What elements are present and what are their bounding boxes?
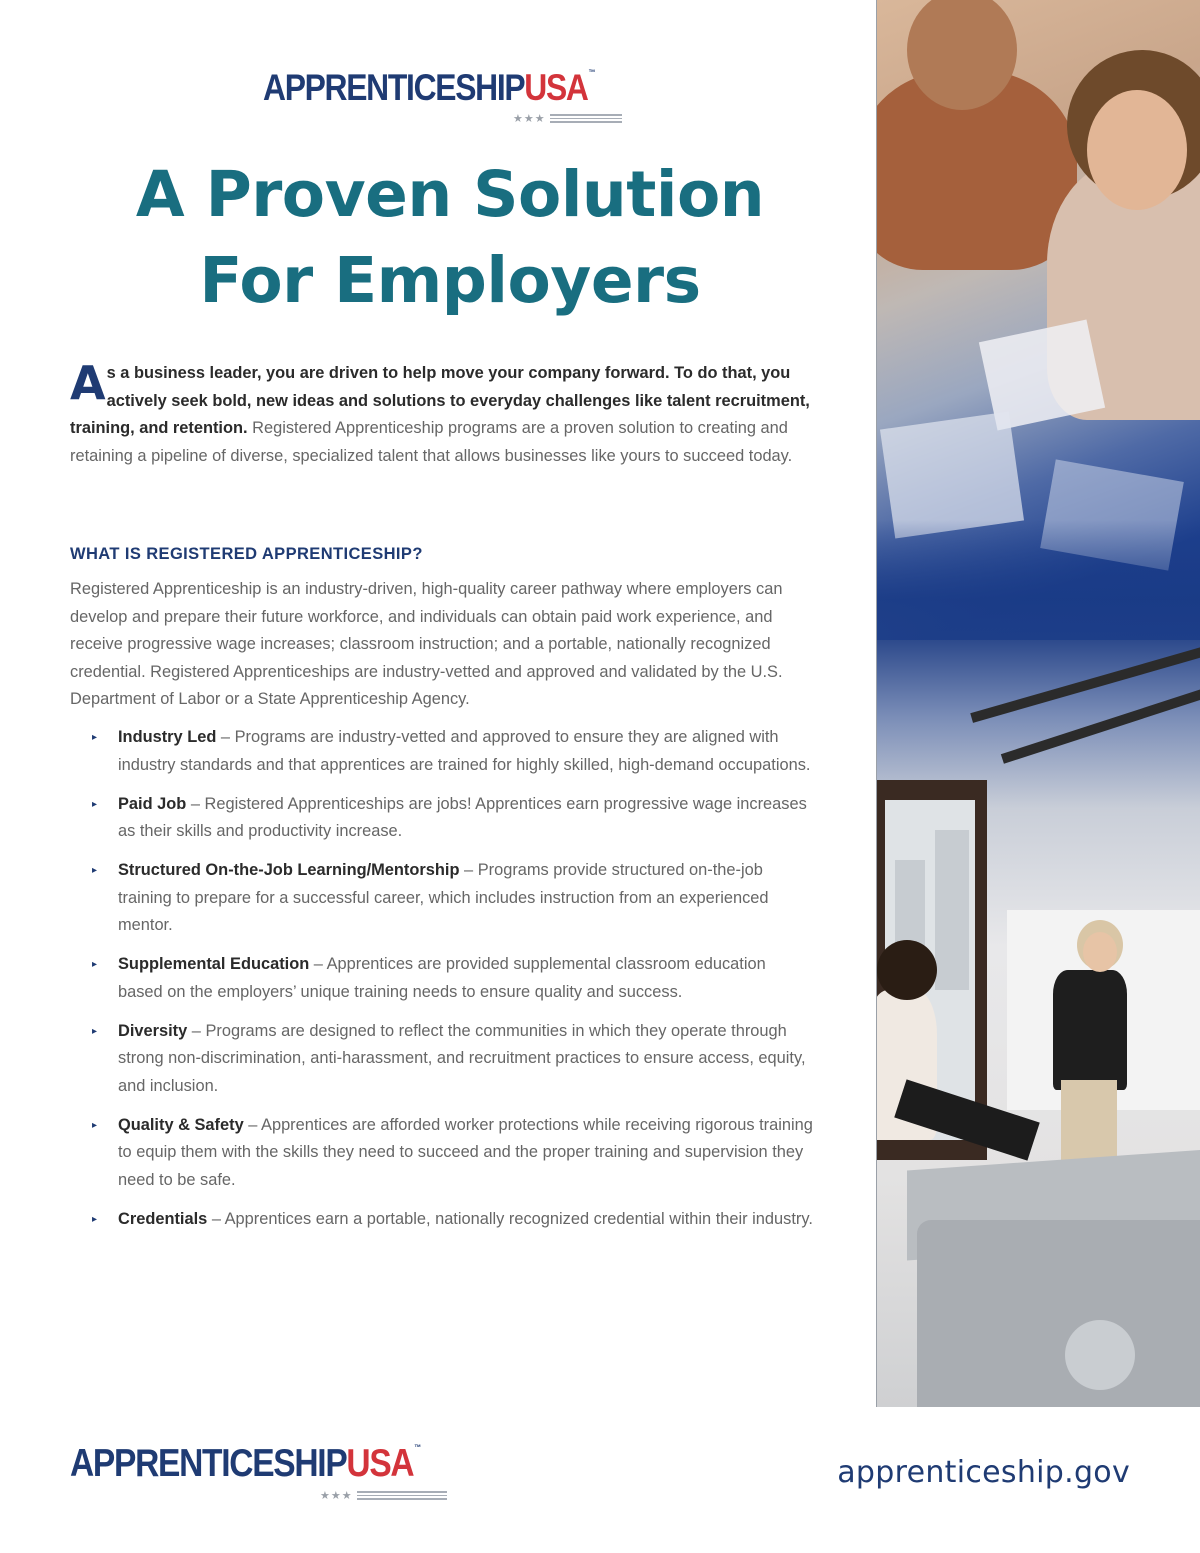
intro-paragraph xyxy=(70,356,815,470)
bullet-text: – Programs are designed to reflect the communities in which they operate through strong non-discrimination, anti-harassment, and recruitment practices to ensure access, equity, and inclusion. xyxy=(118,1021,806,1095)
bullet-text: – Registered Apprenticeships are jobs! Apprentices earn progressive wage increases as their skills and productivity increase. xyxy=(118,794,807,840)
list-item xyxy=(92,1112,814,1195)
bullet-text: – Apprentices are provided supplemental classroom education based on the employers’ unique training needs to ensure quality and success. xyxy=(118,955,766,1001)
list-item xyxy=(92,1018,814,1101)
logo-word-blue: APPRENTICESHIP xyxy=(263,67,525,108)
title-line-1: A Proven Solution xyxy=(135,158,765,231)
photo-column xyxy=(876,0,1200,1407)
list-item xyxy=(92,724,814,779)
logo-trademark: ™ xyxy=(414,1443,422,1452)
photo-mentor-face xyxy=(1083,932,1117,972)
bullet-arrow-icon: ▸ xyxy=(92,798,98,810)
photo-building xyxy=(935,830,969,990)
stripes-icon xyxy=(550,114,622,123)
bullet-term: Structured On-the-Job Learning/Mentorship xyxy=(118,861,460,879)
logo-word-red: USA xyxy=(346,1442,414,1485)
bullet-arrow-icon: ▸ xyxy=(92,865,98,876)
bullet-arrow-icon: ▸ xyxy=(92,1213,98,1225)
bullet-text: – Programs are industry-vetted and approved to ensure they are aligned with industry standards and that apprentices are trained for highly skilled, high-demand occupations. xyxy=(118,728,811,774)
photo-person-woman-face xyxy=(1087,90,1187,210)
list-item xyxy=(92,1206,814,1234)
star-icons: ★★★ xyxy=(320,1490,353,1502)
list-item xyxy=(92,791,814,846)
section-body: Registered Apprenticeship is an industry-driven, high-quality career pathway where employers can develop and prepare their future workforce, and individuals can obtain paid work experience, and receive progressive wage increases; classroom instruction; and a portable, nationally recognized credential. Registered Apprenticeships are industry-vetted and approved and validated by the U.S. Department of Labor or a State Apprenticeship Agency. xyxy=(70,580,783,708)
bullet-term: Quality & Safety xyxy=(118,1115,244,1134)
photo-mentor-whiteboard xyxy=(877,640,1200,1407)
logo-wordmark xyxy=(263,67,596,108)
bullet-text: – Apprentices are afforded worker protections while receiving rigorous training to equip them with the skills they need to succeed and the proper training and supervision they need to be safe. xyxy=(118,1115,813,1189)
bullet-text: – Apprentices earn a portable, nationally recognized credential within their industry. xyxy=(207,1209,813,1228)
bullet-arrow-icon: ▸ xyxy=(92,959,98,970)
list-item xyxy=(92,857,814,940)
bullet-arrow-icon: ▸ xyxy=(92,1119,98,1131)
bullet-term: Credentials xyxy=(118,1209,208,1228)
bullet-term: Paid Job xyxy=(118,794,187,813)
photo-laptop-logo xyxy=(1065,1320,1135,1390)
logo-trademark: ™ xyxy=(588,68,596,77)
bullet-term: Industry Led xyxy=(118,728,217,746)
apprenticeship-usa-logo-bottom xyxy=(70,1444,450,1502)
logo-stars-stripes xyxy=(513,112,622,125)
stripes-icon xyxy=(357,1491,447,1500)
photo-seated-woman-hair xyxy=(877,940,937,1000)
bullet-arrow-icon: ▸ xyxy=(92,732,98,743)
bullet-text: – Programs provide structured on-the-job training to prepare for a successful career, which includes instruction from an experienced mentor. xyxy=(118,861,769,934)
logo-stars-stripes xyxy=(320,1489,447,1502)
logo-wordmark xyxy=(70,1442,422,1485)
photo-laptop xyxy=(917,1220,1200,1407)
photo-team-meeting xyxy=(877,0,1200,700)
bullet-term: Supplemental Education xyxy=(118,955,310,973)
footer-website-link[interactable]: apprenticeship.gov xyxy=(837,1455,1130,1490)
logo-word-red: USA xyxy=(524,67,588,108)
bullet-arrow-icon: ▸ xyxy=(92,1025,98,1037)
apprenticeship-usa-logo-top xyxy=(263,69,633,125)
drop-cap: A xyxy=(70,356,106,410)
logo-word-blue: APPRENTICESHIP xyxy=(70,1442,347,1485)
photo-mentor-body xyxy=(1053,970,1127,1090)
intro-bold-lead: s a business leader, you are driven to help move your company forward. To do that, you actively seek bold, new ideas and solutions to everyday challenges like talent recruitment, training, and retention. xyxy=(70,364,810,437)
page-title xyxy=(70,152,830,324)
list-item xyxy=(92,951,814,1006)
section-heading: WHAT IS REGISTERED APPRENTICESHIP? xyxy=(70,545,423,563)
photo-ceiling-beam xyxy=(970,647,1200,723)
title-line-2: For Employers xyxy=(199,244,701,317)
bullet-term: Diversity xyxy=(118,1021,188,1040)
benefits-list xyxy=(92,724,814,1245)
star-icons: ★★★ xyxy=(513,113,546,125)
intro-body: Registered Apprenticeship programs are a proven solution to creating and retaining a pipeline of diverse, specialized talent that allows businesses like yours to succeed today. xyxy=(70,419,793,465)
